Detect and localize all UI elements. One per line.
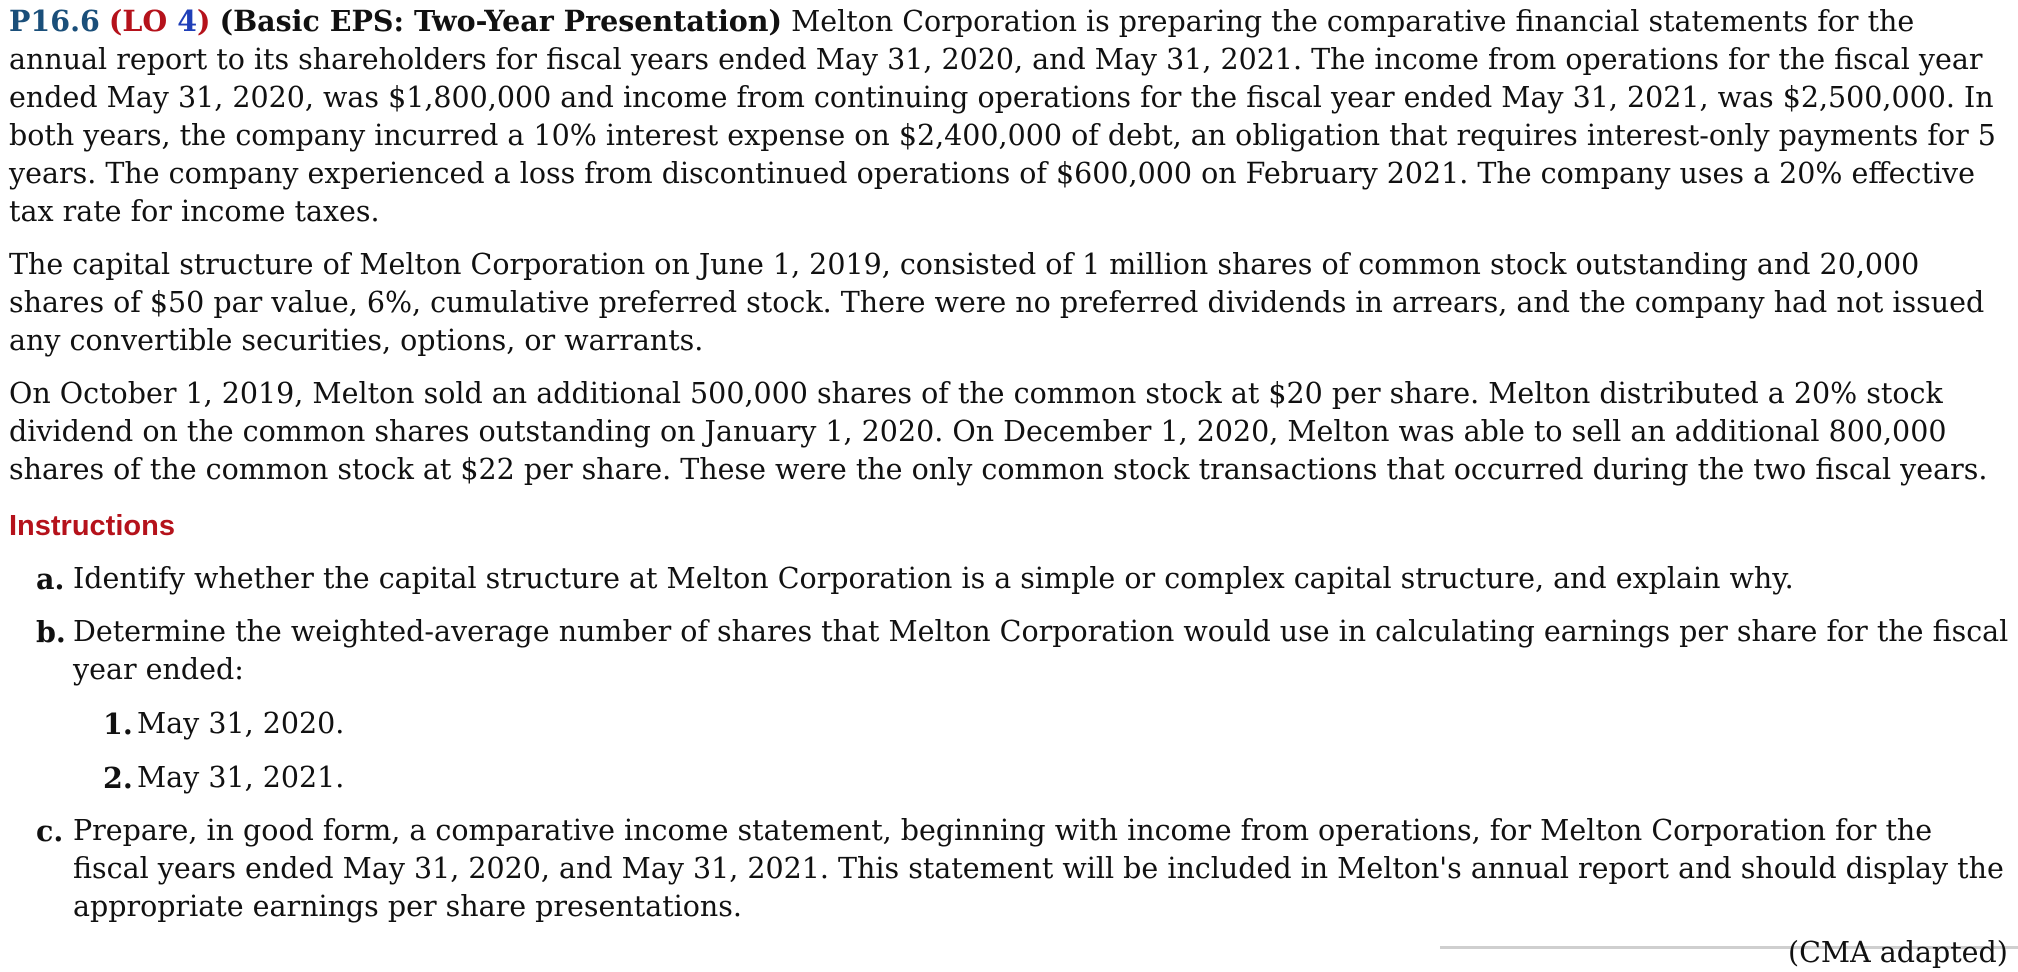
instruction-item-b	[9, 613, 2009, 689]
capital-structure-paragraph: The capital structure of Melton Corporation on June 1, 2019, consisted of 1 million shares of common stock outstanding and 20,000 shares of $50 par value, 6%, cumulative preferred stock. There were no preferred dividends in arrears, and the company had not issued any convertible securities, options, or warrants.	[9, 248, 1985, 357]
subitem-marker: 1.	[103, 707, 133, 741]
source-note: (CMA adapted)	[1788, 936, 2008, 969]
problem-page	[9, 0, 2009, 926]
instruction-marker: c.	[36, 814, 64, 848]
instruction-text: Prepare, in good form, a comparative income statement, beginning with income from operations, for Melton Corporation for the fiscal years ended May 31, 2020, and May 31, 2021. This statement will be included in Melton's annual report and should display the appropriate earnings per share presentations.	[73, 814, 2004, 923]
lo-number-link[interactable]: 4	[177, 4, 198, 38]
instruction-item-a	[9, 560, 2009, 598]
instruction-text: Identify whether the capital structure at Melton Corporation is a simple or complex capital structure, and explain why.	[73, 562, 1794, 595]
problem-title: (Basic EPS: Two-Year Presentation)	[219, 4, 782, 38]
learning-objective	[109, 4, 211, 38]
subitem-text: May 31, 2020.	[137, 707, 345, 740]
problem-intro-paragraph	[9, 2, 2009, 231]
subitem-marker: 2.	[103, 761, 133, 795]
subitem-text: May 31, 2021.	[137, 761, 345, 794]
lo-suffix: )	[197, 4, 211, 38]
instruction-subitem-1	[9, 705, 2009, 743]
lo-prefix: (LO	[108, 4, 178, 38]
instruction-text: Determine the weighted-average number of shares that Melton Corporation would use in calculating earnings per share for the fiscal year ended:	[73, 615, 2009, 686]
stock-transactions-paragraph: On October 1, 2019, Melton sold an additional 500,000 shares of the common stock at $20 per share. Melton distributed a 20% stock dividend on the common shares outstanding on January 1, 2020. On December 1, 2020, Melton was able to sell an additional 800,000 shares of the common stock at $22 per share. These were the only common stock transactions that occurred during the two fiscal years.	[9, 377, 1988, 486]
instruction-marker: b.	[36, 615, 66, 649]
instruction-marker: a.	[36, 562, 65, 596]
problem-number: P16.6	[9, 4, 100, 38]
problem-intro-text: Melton Corporation is preparing the comparative financial statements for the annual report to its shareholders for fiscal years ended May 31, 2020, and May 31, 2021. The income from operations for the fiscal year ended May 31, 2020, was $1,800,000 and income from continuing operations for the fiscal year ended May 31, 2021, was $2,500,000. In both years, the company incurred a 10% interest expense on $2,400,000 of debt, an obligation that requires interest-only payments for 5 years. The company experienced a loss from discontinued operations of $600,000 on February 2021. The company uses a 20% effective tax rate for income taxes.	[9, 5, 1996, 228]
instructions-heading: Instructions	[9, 510, 175, 542]
instruction-item-c	[9, 812, 2009, 926]
instruction-subitem-2	[9, 759, 2009, 797]
